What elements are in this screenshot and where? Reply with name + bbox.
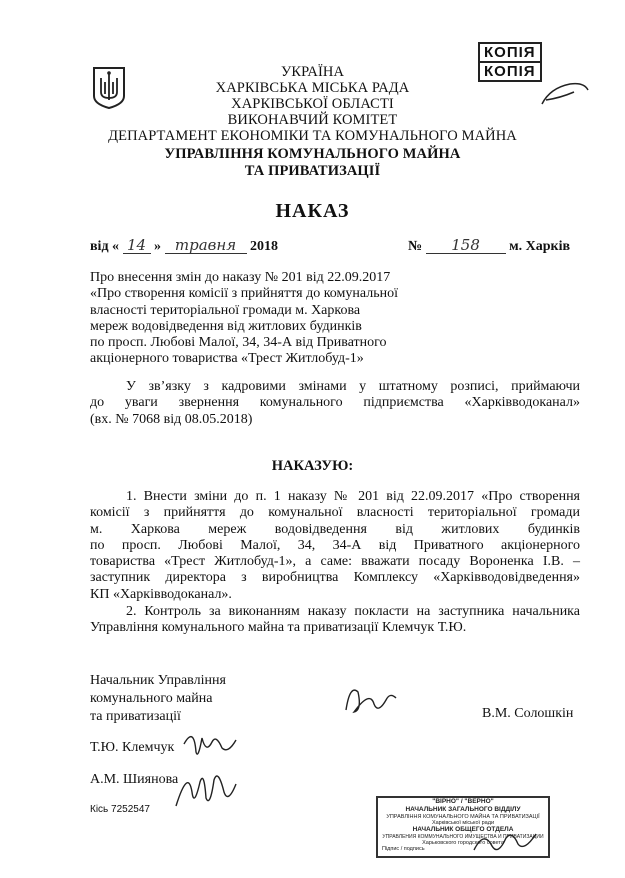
- executor-info: Кісь 7252547: [90, 804, 150, 815]
- item-line: заступник директора з виробництва Комплексу «Харківводовідведення»: [90, 570, 580, 586]
- position-line: Начальник Управління: [90, 673, 226, 688]
- subject-block: [90, 270, 450, 368]
- order-number-group: [408, 237, 570, 255]
- item-line: комісії з прийняття до комунальної власності територіальної громади: [90, 505, 580, 521]
- subject-line: Про внесення змін до наказу № 201 від 22.09.2017: [90, 270, 391, 285]
- stamp-line: НАЧАЛЬНИК ЗАГАЛЬНОГО ВІДДІЛУ: [405, 806, 521, 813]
- header-department: ДЕПАРТАМЕНТ ЕКОНОМІКИ ТА КОМУНАЛЬНОГО МАЙНА: [108, 128, 517, 144]
- approver-1-name: Т.Ю. Клемчук: [90, 740, 175, 755]
- stamp-line: УПРАВЛЕНИЯ КОММУНАЛЬНОГО ИМУЩЕСТВА И ПРИВАТИЗАЦИИ: [382, 834, 544, 840]
- subject-line: акціонерного товариства «Трест Житлобуд-1»: [90, 351, 364, 367]
- subject-line: по просп. Любові Малої, 34, 34-А від Приватного: [90, 335, 387, 351]
- subject-line: власності територіальної громади м. Харкова: [90, 302, 361, 318]
- header-directorate-2: ТА ПРИВАТИЗАЦІЇ: [244, 163, 381, 179]
- item-line: по просп. Любові Малої, 34, 34-А від Приватного акціонерного: [90, 537, 580, 553]
- date-prefix: від «: [90, 239, 120, 254]
- preamble-line: (вх. № 7068 від 08.05.2018): [90, 411, 253, 427]
- order-number: 158: [426, 237, 506, 254]
- stamp-line: Підпис / подпись: [382, 846, 425, 852]
- order-city: м. Харків: [509, 239, 571, 254]
- approver-1-signature-icon: [180, 724, 240, 764]
- date-year: 2018: [250, 239, 279, 254]
- header-region: ХАРКІВСЬКОЇ ОБЛАСТІ: [231, 96, 394, 112]
- item-line: 1. Внести зміни до п. 1 наказу № 201 від 22.09.2017 «Про створення: [126, 489, 580, 504]
- header-country: УКРАЇНА: [280, 64, 345, 80]
- stamp-line: Харківської міської ради: [431, 820, 495, 826]
- preamble-line: до уваги звернення комунального підприємства «Харківводоканал»: [90, 395, 580, 411]
- signatory-position: [90, 672, 226, 726]
- item-line: товариства «Трест Житлобуд-1», а саме: вважати посаду Вороненка І.В. –: [90, 554, 580, 570]
- header-committee: ВИКОНАВЧИЙ КОМІТЕТ: [227, 112, 398, 128]
- copy-stamp-line-2: КОПІЯ: [478, 63, 542, 82]
- position-line: та приватизації: [90, 709, 181, 724]
- preamble-line: У зв’язку з кадровими змінами у штатному розписі, приймаючи: [126, 379, 580, 394]
- stamp-line: НАЧАЛЬНИК ОБЩЕГО ОТДЕЛА: [412, 826, 514, 833]
- date-day: 14: [123, 237, 151, 254]
- position-line: комунального майна: [90, 691, 213, 706]
- copy-stamp-line-1: КОПІЯ: [478, 42, 542, 63]
- subject-line: «Про створення комісії з прийняття до комунальної: [90, 286, 398, 302]
- order-item-1: [90, 489, 580, 603]
- item-line: м. Харкова мереж водовідведення від житлових будинків: [90, 521, 580, 537]
- document-title: НАКАЗ: [275, 200, 350, 222]
- date-mid: »: [154, 239, 162, 254]
- item-line: 2. Контроль за виконанням наказу покласти на заступника начальника: [126, 604, 580, 619]
- handwritten-signature-icon: [340, 680, 400, 720]
- order-item-2: [90, 604, 580, 637]
- stamp-line: "ВІРНО" / "ВЕРНО": [432, 798, 494, 805]
- stamp-line: УПРАВЛІННЯ КОМУНАЛЬНОГО МАЙНА ТА ПРИВАТИЗАЦІЇ: [386, 814, 540, 820]
- preamble: [90, 379, 580, 428]
- subject-line: мереж водовідведення від житлових будинків: [90, 318, 362, 334]
- approver-2-name: А.М. Шиянова: [90, 772, 179, 787]
- stamp-line: Харьковского городского совета: [422, 840, 504, 846]
- order-number-label: №: [408, 239, 423, 254]
- date-line: [90, 237, 580, 257]
- header-city-council: ХАРКІВСЬКА МІСЬКА РАДА: [215, 80, 410, 96]
- order-word: НАКАЗУЮ:: [271, 458, 354, 474]
- approver-2-signature-icon: [170, 762, 240, 814]
- header-directorate: УПРАВЛІННЯ КОМУНАЛЬНОГО МАЙНА: [164, 146, 461, 162]
- signatory-name: В.М. Солошкін: [482, 706, 574, 721]
- item-line: Управління комунального майна та приватизації Клемчук Т.Ю.: [90, 620, 467, 636]
- item-line: КП «Харківводоканал».: [90, 586, 232, 602]
- pen-mark-icon: [540, 78, 590, 108]
- stamp-signature-icon: [470, 826, 540, 858]
- date-month: травня: [165, 237, 247, 254]
- copy-stamp: [478, 42, 542, 82]
